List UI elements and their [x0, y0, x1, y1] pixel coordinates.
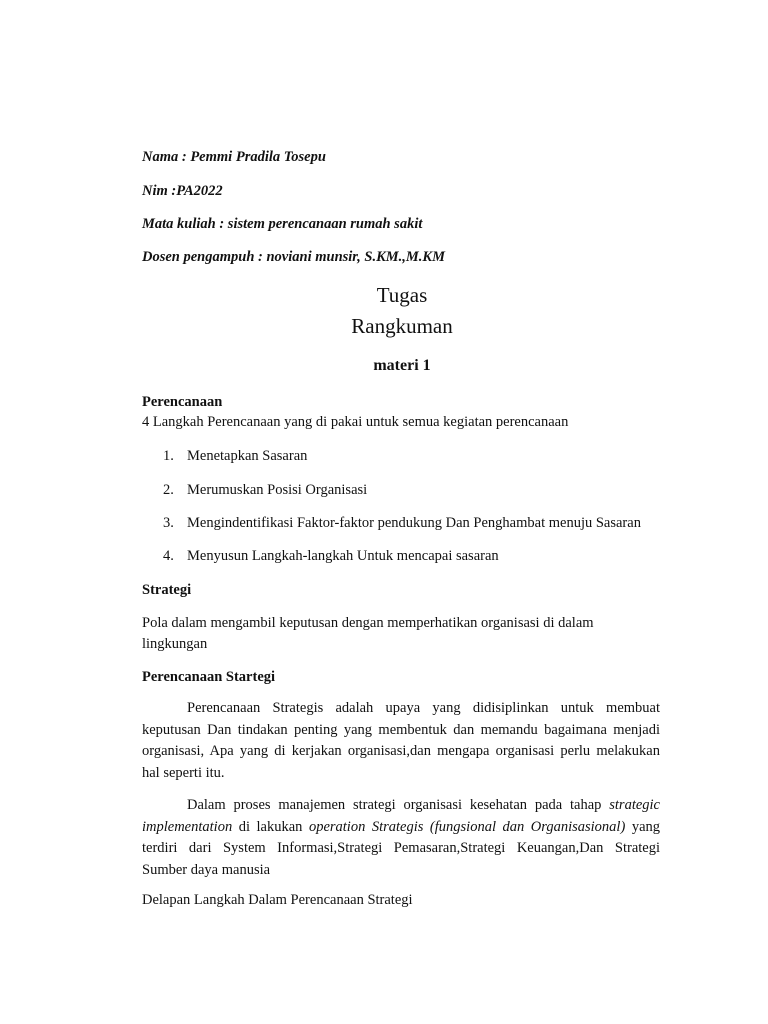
list-item-number: 3.	[163, 515, 174, 531]
list-item-number: 2.	[163, 482, 174, 498]
list-item: Mengindentifikasi Faktor-faktor pendukung Dan Penghambat menuju Sasaran	[187, 515, 641, 531]
lecturer-name: Dosen pengampuh : noviani munsir, S.KM.,M.KM	[142, 249, 445, 265]
text-run: yang	[625, 818, 660, 835]
paragraph-line: Sumber daya manusia	[142, 861, 271, 878]
paragraph-line: terdiri dari System Informasi,Strategi Pemasaran,Strategi Keuangan,Dan Strategi	[142, 840, 660, 856]
course-name: Mata kuliah : sistem perencanaan rumah sakit	[142, 216, 423, 232]
paragraph-definition	[142, 698, 660, 784]
perencanaan-intro: 4 Langkah Perencanaan yang di pakai untuk semua kegiatan perencanaan	[142, 414, 569, 430]
strategi-text-line-1: Pola dalam mengambil keputusan dengan memperhatikan organisasi di dalam	[142, 615, 594, 631]
paragraph-line: organisasi, Apa yang di kerjakan organisasi,dan mengapa organisasi perlu melakukan	[142, 743, 660, 759]
list-item-number: 1.	[163, 448, 174, 464]
title-line-1: Tugas	[376, 283, 428, 307]
title-line-2: Rangkuman	[351, 314, 453, 338]
paragraph-line	[142, 795, 660, 817]
paragraph-line: keputusan Dan tindakan penting yang membentuk dan memandu bagaimana menjadi	[142, 721, 660, 738]
strategi-text-line-2: lingkungan	[142, 636, 208, 652]
text-run-italic: implementation	[142, 818, 233, 835]
paragraph-line	[142, 817, 660, 839]
perencanaan-strategi-heading: Perencanaan Startegi	[142, 669, 276, 685]
paragraph-line: hal seperti itu.	[142, 764, 225, 781]
list-item: Menyusun Langkah-langkah Untuk mencapai sasaran	[187, 548, 499, 564]
paragraph-implementation	[142, 795, 660, 881]
text-run-italic: strategic	[609, 797, 660, 813]
paragraph-line: Perencanaan Strategis adalah upaya yang didisiplinkan untuk membuat	[187, 700, 660, 716]
text-run-italic: operation Strategis (fungsional dan Organisasional)	[308, 818, 626, 835]
strategi-heading: Strategi	[142, 582, 192, 598]
list-item: Merumuskan Posisi Organisasi	[187, 482, 368, 498]
student-nim: Nim :PA2022	[142, 183, 223, 199]
perencanaan-heading: Perencanaan	[142, 394, 223, 410]
list-item-number: 4.	[163, 548, 174, 564]
student-name: Nama : Pemmi Pradila Tosepu	[142, 149, 326, 165]
list-item: Menetapkan Sasaran	[187, 448, 308, 464]
closing-line: Delapan Langkah Dalam Perencanaan Strategi	[142, 892, 413, 908]
text-run: di lakukan	[232, 818, 309, 835]
text-run: Dalam proses manajemen strategi organisasi kesehatan pada tahap	[187, 797, 610, 813]
subtitle: materi 1	[373, 357, 431, 374]
